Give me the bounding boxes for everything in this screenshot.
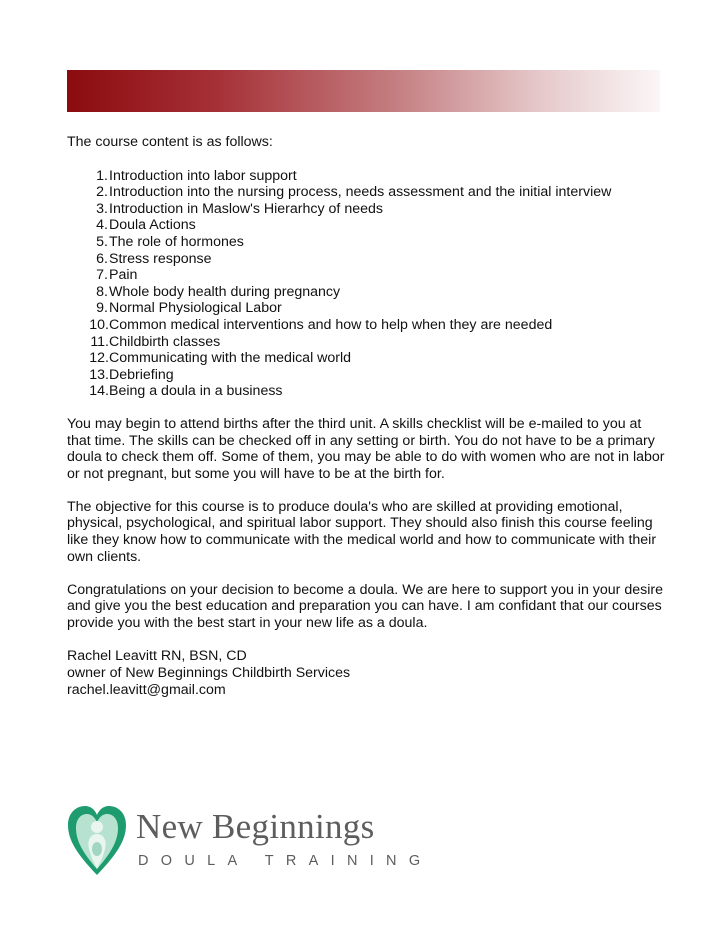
list-item (67, 367, 667, 384)
list-item (67, 184, 667, 201)
list-item-text: Introduction into the nursing process, needs assessment and the initial interview (109, 184, 612, 201)
list-item-number: 8. (96, 283, 108, 300)
list-item-number: 11. (90, 333, 109, 350)
list-item-text: Common medical interventions and how to help when they are needed (109, 316, 553, 333)
list-item-number: 2. (96, 184, 108, 201)
list-item (67, 267, 667, 284)
list-item (67, 251, 667, 268)
list-item (67, 284, 667, 301)
list-item (67, 383, 667, 400)
births-paragraph: You may begin to attend births after the third unit. A skills checklist will be e-mailed to you at that time. The skills can be checked off in any setting or birth. You do not have to be a primary doula to check them off. Some of them, you may be able to do with women who are not in labor or not pregnant, but some you will have to be at the birth for. (67, 415, 665, 482)
intro-text: The course content is as follows: (67, 134, 273, 150)
list-item (67, 334, 667, 351)
list-item-text: Pain (109, 267, 138, 284)
list-item-number: 6. (96, 250, 108, 267)
new-beginnings-logo (66, 803, 433, 881)
list-item-number: 1. (96, 167, 108, 184)
header-gradient-bar (67, 70, 660, 112)
list-item-number: 7. (96, 267, 108, 284)
heart-figure-icon (66, 803, 128, 877)
list-item-number: 12. (89, 350, 109, 367)
signature-email[interactable]: rachel.leavitt@gmail.com (67, 681, 226, 698)
list-item-number: 13. (89, 366, 109, 383)
list-item-number: 3. (96, 200, 108, 217)
list-item (67, 217, 667, 234)
course-content-list (67, 168, 667, 400)
list-item-text: Being a doula in a business (109, 383, 283, 400)
list-item (67, 350, 667, 367)
objective-paragraph: The objective for this course is to produce doula's who are skilled at providing emotional, physical, psychological, and spiritual labor support. They should also finish this course feeling like they know how to communicate with the medical world and how to communicate with their own clients. (67, 498, 657, 565)
signature-role: owner of New Beginnings Childbirth Services (67, 664, 351, 681)
signature-block (67, 648, 667, 699)
list-item (67, 300, 667, 317)
list-item-text: Whole body health during pregnancy (109, 283, 341, 300)
list-item-text: Normal Physiological Labor (109, 300, 282, 317)
list-item-number: 4. (96, 217, 108, 234)
list-item-number: 14. (89, 383, 109, 400)
list-item-text: The role of hormones (109, 233, 244, 250)
list-item (67, 234, 667, 251)
list-item-text: Introduction in Maslow's Hierarhcy of needs (109, 200, 383, 217)
list-item-text: Childbirth classes (109, 333, 221, 350)
list-item-number: 9. (96, 300, 108, 317)
list-item-text: Communicating with the medical world (109, 350, 352, 367)
list-item (67, 201, 667, 218)
list-item-number: 5. (96, 233, 108, 250)
signature-name: Rachel Leavitt RN, BSN, CD (67, 647, 247, 664)
logo-title: New Beginnings (136, 807, 375, 846)
congratulations-paragraph: Congratulations on your decision to become a doula. We are here to support you in your desire and give you the best education and preparation you can have. I am confidant that our courses provide you with the best start in your new life as a doula. (67, 581, 663, 631)
list-item (67, 168, 667, 185)
logo-subtitle: DOULA TRAINING (138, 853, 433, 869)
list-item (67, 317, 667, 334)
list-item-number: 10. (89, 316, 109, 333)
document-body (67, 134, 667, 699)
list-item-text: Doula Actions (109, 217, 196, 234)
list-item-text: Debriefing (109, 366, 174, 383)
list-item-text: Introduction into labor support (109, 167, 297, 184)
list-item-text: Stress response (109, 250, 212, 267)
